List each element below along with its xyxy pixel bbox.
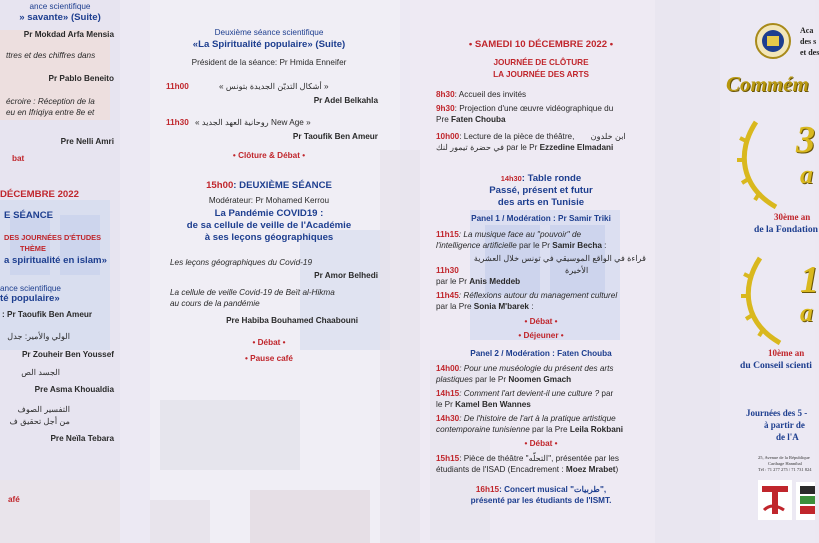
talk-time: 11h00 <box>166 82 189 91</box>
event-time: à partir de <box>764 420 805 430</box>
item-text: : Concert musical "طربيات", <box>499 485 607 494</box>
round-table-theme: Passé, présent et futur <box>489 185 593 196</box>
speaker-name: Pre Neïla Tebara <box>50 434 114 443</box>
academy-name-line: Aca <box>800 26 814 35</box>
session-theme: La Pandémie COVID19 : <box>214 208 324 219</box>
program-item-cont <box>430 424 652 435</box>
round-table-time: 14h30 <box>500 174 522 183</box>
address-line: Carthage Hannibal <box>768 461 802 466</box>
speaker-name: Pre Habiba Bouhamed Chaabouni <box>226 316 358 325</box>
speaker-title: le Pr <box>436 400 453 409</box>
partner-logo-icon <box>796 482 815 520</box>
talk-title-arabic: من أجل تحقيق ف <box>9 417 70 426</box>
program-item <box>430 413 652 424</box>
round-table-heading <box>430 173 652 185</box>
program-item <box>430 388 652 399</box>
session-moderator: Modérateur: Pr Mohamed Kerrou <box>208 196 330 205</box>
talk-slot <box>158 117 380 128</box>
talk-title: Les leçons géographiques du Covid-19 <box>170 258 313 267</box>
program-item-cont <box>430 374 652 385</box>
talk-title-arabic: « أشكال التديّن الجديدة بتونس » <box>219 82 329 91</box>
panel-heading: Panel 1 / Modération : Pr Samir Triki <box>471 214 611 223</box>
item-time: 11h30 <box>436 266 459 275</box>
partner-logo-icon <box>758 480 792 520</box>
program-item-cont: l'intelligence artificielle par le Pr Samir Becha : <box>436 241 607 250</box>
item-text: plastiques <box>436 375 473 384</box>
theme-title: a spiritualité en islam» <box>4 255 107 266</box>
lunch-label: Déjeuner <box>523 331 559 340</box>
speaker-name: Sonia M'barek <box>473 302 529 311</box>
talk-title-arabic: « روحانية العهد الجديد New Age » <box>195 118 311 127</box>
address-line: 25, Avenue de la République <box>758 455 810 460</box>
talk-title: au cours de la pandémie <box>170 299 260 308</box>
panel-heading: Panel 2 / Modération : Faten Chouba <box>470 349 612 358</box>
session-heading: 15h00: DEUXIÈME SÉANCE <box>206 180 332 191</box>
council-label: du Conseil scienti <box>740 360 812 371</box>
item-text: : Comment l'art devient-il une culture ? <box>459 389 600 398</box>
speaker-name: Pr Amor Belhedi <box>314 271 378 280</box>
session-theme: té populaire» <box>0 293 60 304</box>
session-theme: de sa cellule de veille de l'Académie <box>186 220 352 231</box>
session-title: E SÉANCE <box>4 210 54 221</box>
concert-item-cont: présenté par les étudiants de l'ISMT. <box>470 496 612 505</box>
concert-item <box>430 484 652 495</box>
talk-slot <box>158 81 380 92</box>
speaker-name: Noomen Gmach <box>508 375 572 384</box>
talk-title: La cellule de veille Covid-19 de Beït al-Hikma <box>170 288 335 297</box>
item-text: : Lecture de la pièce de théâtre, <box>459 132 575 141</box>
debate-label: Débat <box>529 439 553 448</box>
closing-day-label: JOURNÉE DE CLÔTURE <box>493 58 589 67</box>
program-column-3 <box>430 0 652 543</box>
speaker-name: Pr Pablo Beneito <box>48 74 114 83</box>
event-venue: de l'A <box>776 432 799 442</box>
item-time: 10h00 <box>436 132 460 141</box>
program-item <box>430 131 652 142</box>
speaker-name: Pr Taoufik Ben Ameur <box>292 132 378 141</box>
item-text: : Accueil des invités <box>454 90 527 99</box>
program-item <box>430 265 652 276</box>
item-time: 11h45 <box>436 291 459 300</box>
item-text: : Projection d'une œuvre vidéographique du <box>454 104 614 113</box>
talk-title: ttres et des chiffres dans <box>6 51 96 60</box>
item-time: 15h15 <box>436 454 460 463</box>
talk-time: 11h30 <box>166 118 189 127</box>
program-item-cont: par la Pre Sonia M'barek : <box>436 302 534 311</box>
debate-item: • Débat • <box>252 338 286 347</box>
foundation-anniversary: 30ème an <box>774 212 811 222</box>
program-item <box>430 363 652 374</box>
session-theme: «La Spiritualité populaire» (Suite) <box>192 39 346 50</box>
speaker-title: par le Pr <box>519 241 550 250</box>
speaker-name: Samir Becha <box>552 241 602 250</box>
item-time: 14h00 <box>436 364 460 373</box>
item-time: 8h30 <box>436 90 455 99</box>
session-label: ance scientifique <box>0 284 61 293</box>
item-text: : Pour une muséologie du présent des arts <box>459 364 614 373</box>
round-table-label: : Table ronde <box>521 173 582 184</box>
cover-panel <box>718 0 819 543</box>
program-item-cont: étudiants de l'ISAD (Encadrement : Moez Mrabet) <box>436 465 619 474</box>
program-item-cont <box>430 142 652 153</box>
closing-debate: • Clôture & Débat • <box>232 151 306 160</box>
talk-title-arabic: الأخيرة <box>565 266 589 275</box>
speaker-name: Anis Meddeb <box>469 277 521 286</box>
session-time: 15h00 <box>206 180 234 191</box>
program-column-2 <box>158 0 380 543</box>
item-text: contemporaine tunisienne <box>436 425 530 434</box>
speaker-name: Leila Rokbani <box>569 425 624 434</box>
speaker-title: par la Pre <box>436 302 472 311</box>
session-title: DEUXIÈME SÉANCE <box>239 180 332 191</box>
anniversary-number: 3 <box>796 119 815 161</box>
study-days-label: DES JOURNÉES D'ÉTUDES <box>4 233 102 242</box>
program-item-cont <box>430 276 652 287</box>
day-date-text: SAMEDI 10 DÉCEMBRE 2022 <box>474 39 608 50</box>
speaker-title: Pre <box>436 115 449 124</box>
speaker-name: Pre Nelli Amri <box>60 137 114 146</box>
foundation-label: de la Fondation <box>754 224 818 235</box>
anniversary-unit: a <box>800 298 813 327</box>
item-text: : La musique face au "pouvoir" de <box>458 230 582 239</box>
speaker-title: par le Pr <box>475 375 507 384</box>
event-dates: Journées des 5 - <box>746 408 808 418</box>
speaker-name: Pre Asma Khoualdia <box>34 385 114 394</box>
pause-label: Pause café <box>250 354 293 363</box>
item-time: 14h30 <box>436 414 460 423</box>
closing-debate-label: Clôture & Débat <box>238 151 300 160</box>
program-item <box>430 453 652 464</box>
anniversary-unit: a <box>800 160 813 189</box>
item-text: l'intelligence artificielle <box>436 241 517 250</box>
speaker-name: Pr Zouheir Ben Youssef <box>21 350 114 359</box>
lunch-item: • Déjeuner • <box>518 331 564 340</box>
play-title-arabic: ابن خلدون <box>590 132 626 141</box>
address-line: Tél : 71 277 275 / 71 731 824 <box>758 467 812 472</box>
speaker-name: Pr Mokdad Arfa Mensia <box>23 30 114 39</box>
anniversary-number: 1 <box>800 259 819 301</box>
program-item-cont <box>430 399 652 410</box>
commemoration-title: Commém <box>726 72 809 96</box>
item-text: : Pièce de théâtre "التحلّه", présentée par les <box>459 454 619 463</box>
day-date: • SAMEDI 10 DÉCEMBRE 2022 • <box>468 39 614 50</box>
talk-title-arabic: التفسير الصوف <box>17 405 70 414</box>
academy-logo-icon <box>754 22 792 60</box>
session-theme: à ses leçons géographiques <box>204 232 334 243</box>
session-label: Deuxième séance scientifique <box>214 28 324 37</box>
item-time: 9h30 <box>436 104 455 113</box>
program-item <box>430 290 652 301</box>
session-president: Président de la séance: Pr Hmida Enneifer <box>191 58 347 67</box>
item-text: : Réflexions autour du management culturel <box>458 291 618 300</box>
session-label: ance scientifique <box>29 2 91 11</box>
talk-title-arabic: الولي والأمير: جدل <box>7 332 70 341</box>
debate-label: Débat <box>529 317 553 326</box>
supervisor-name: Moez Mrabet <box>565 465 616 474</box>
speaker-name: Ezzedine Elmadani <box>539 143 614 152</box>
speaker-title: par <box>601 389 614 398</box>
item-time: 14h15 <box>436 389 460 398</box>
talk-title-arabic: قراءة في الواقع الموسيقي في تونس خلال العشرية <box>473 254 646 263</box>
item-time: 11h15 <box>436 230 459 239</box>
speaker-name: Kamel Ben Wannes <box>455 400 531 409</box>
item-text: étudiants de l'ISAD (Encadrement : <box>436 465 564 474</box>
speaker-title: par la Pre <box>532 425 568 434</box>
program-item-cont <box>430 114 652 125</box>
program-column-1 <box>0 0 120 543</box>
academy-name-line: des s <box>800 37 817 46</box>
speaker-name: Faten Chouba <box>451 115 506 124</box>
talk-title: eu en Ifriqiya entre 8e et <box>6 108 95 117</box>
program-item <box>430 89 652 100</box>
item-text: : De l'histoire de l'art à la pratique artistique <box>459 414 616 423</box>
speaker-name: Pr Adel Belkahla <box>313 96 378 105</box>
pause-item: • Pause café <box>245 354 293 363</box>
talk-title: écroire : Réception de la <box>6 97 95 106</box>
debate-item: • Débat • <box>524 439 558 448</box>
program-item <box>430 229 652 240</box>
speaker-title: par le Pr <box>436 277 467 286</box>
item-time: 16h15 <box>475 485 500 494</box>
session-theme: » savante» (Suite) <box>19 12 101 23</box>
debate-label: Débat <box>257 338 281 347</box>
academy-name-line: et des <box>800 48 819 57</box>
program-item <box>430 103 652 114</box>
theme-label: THÈME <box>20 244 46 253</box>
session-president: : Pr Taoufik Ben Ameur <box>2 310 93 319</box>
pause-label: afé <box>8 495 20 504</box>
day-date: DÉCEMBRE 2022 <box>0 189 79 200</box>
round-table-theme: des arts en Tunisie <box>497 197 585 208</box>
debate-label: bat <box>12 154 25 163</box>
play-title-arabic: في حضرة تيمور لنك <box>436 143 505 152</box>
council-anniversary: 10ème an <box>768 348 805 358</box>
talk-title-arabic: الجسد الص <box>21 368 60 377</box>
debate-item: • Débat • <box>524 317 558 326</box>
arts-day-label: LA JOURNÉE DES ARTS <box>493 70 589 79</box>
speaker-title: par le Pr <box>506 143 538 152</box>
